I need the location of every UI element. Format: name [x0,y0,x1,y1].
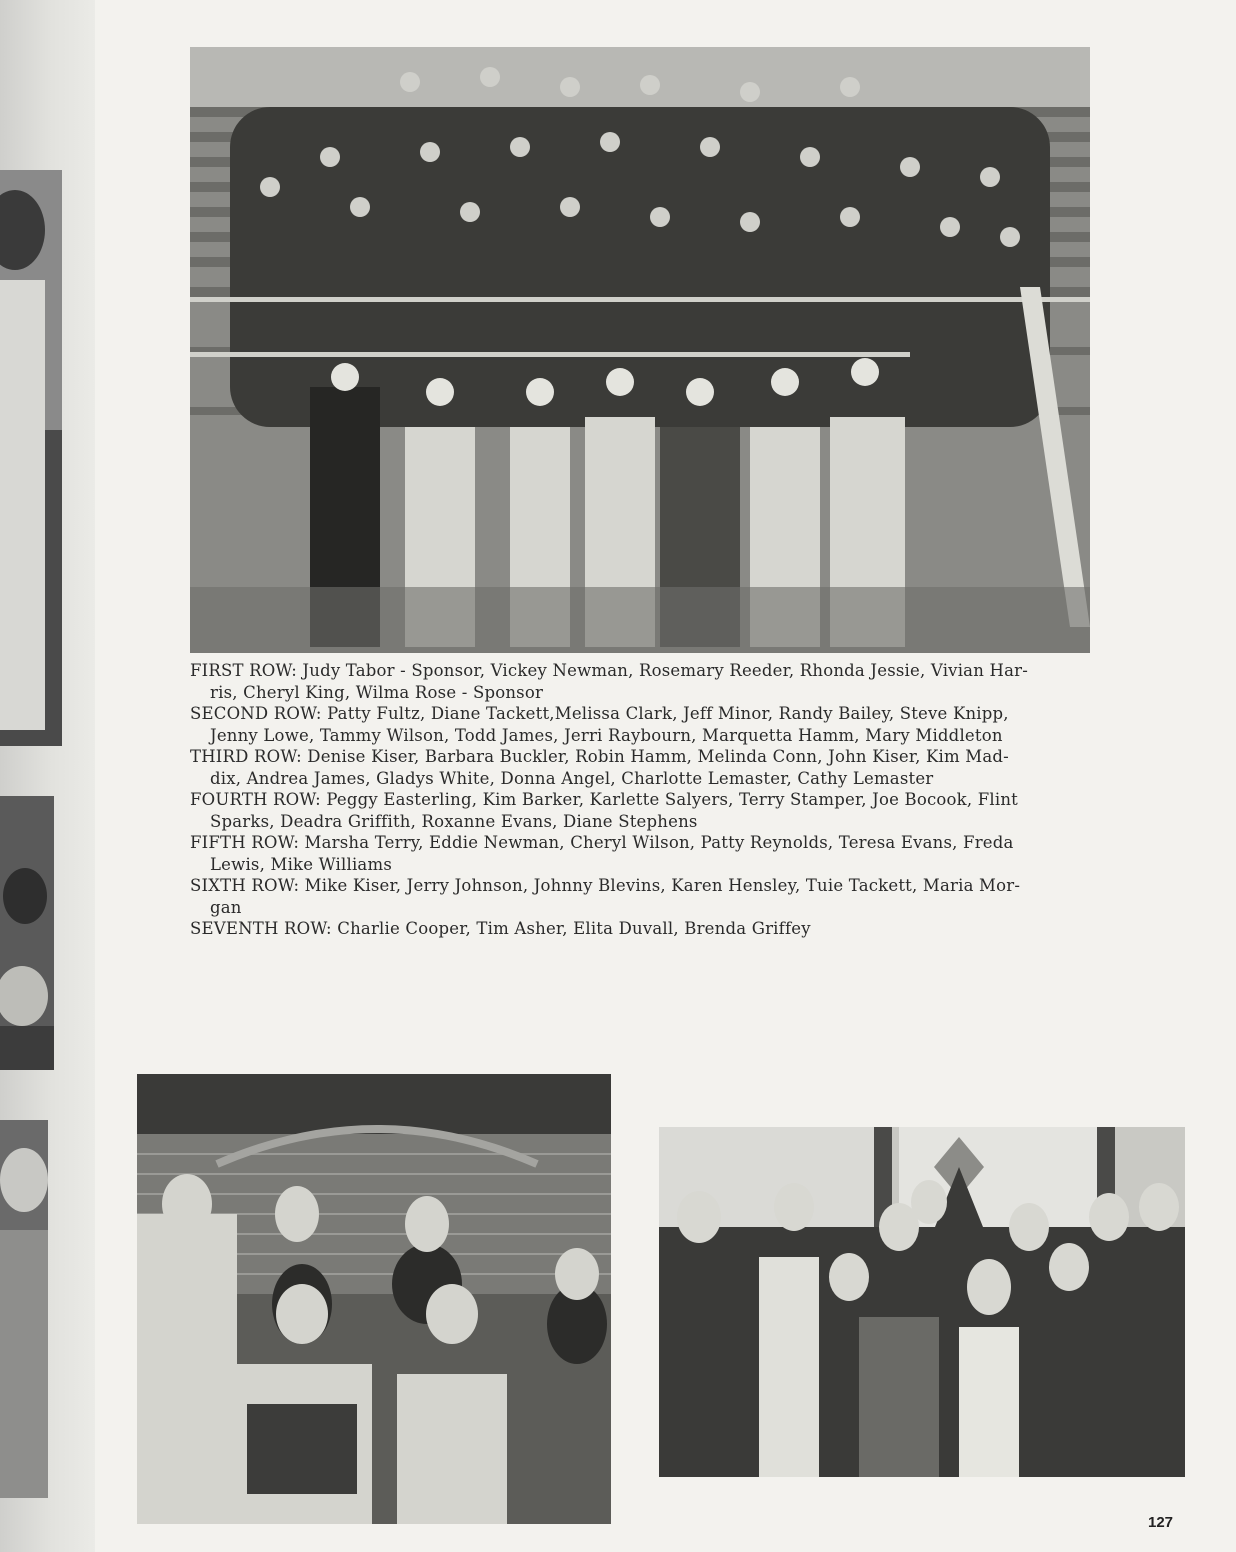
caption-line: FOURTH ROW: Peggy Easterling, Kim Barker, Karlette Salyers, Terry Stamper, Joe Bocook, Flint [190,790,1019,809]
left-page-photo-3 [0,1120,48,1498]
group-photo-christmas-tree [659,1127,1185,1477]
group-photo-caption [190,660,1090,940]
caption-line: dix, Andrea James, Gladys White, Donna Angel, Charlotte Lemaster, Cathy Lemaster [210,768,934,788]
caption-line: FIRST ROW: Judy Tabor - Sponsor, Vickey Newman, Rosemary Reeder, Rhonda Jessie, Vivian Har- [190,661,1028,680]
left-page-photo-1 [0,170,62,746]
left-page-photo-2 [0,796,54,1070]
caption-line: Jenny Lowe, Tammy Wilson, Todd James, Jerri Raybourn, Marquetta Hamm, Mary Middleton [210,725,1003,745]
caption-line: THIRD ROW: Denise Kiser, Barbara Buckler, Robin Hamm, Melinda Conn, John Kiser, Kim Mad- [190,747,1009,766]
caption-line: SIXTH ROW: Mike Kiser, Jerry Johnson, Johnny Blevins, Karen Hensley, Tuie Tackett, Maria Mor- [190,876,1021,895]
caption-line: gan [210,897,242,917]
caption-line: Sparks, Deadra Griffith, Roxanne Evans, Diane Stephens [210,811,698,831]
group-photo-brick-wall [137,1074,611,1524]
group-photo-bleachers [190,47,1090,653]
caption-line: ris, Cheryl King, Wilma Rose - Sponsor [210,682,544,702]
caption-line: FIFTH ROW: Marsha Terry, Eddie Newman, Cheryl Wilson, Patty Reynolds, Teresa Evans, Freda [190,833,1014,852]
caption-line: SEVENTH ROW: Charlie Cooper, Tim Asher, Elita Duvall, Brenda Griffey [190,919,811,938]
caption-line: Lewis, Mike Williams [210,854,392,874]
caption-line: SECOND ROW: Patty Fultz, Diane Tackett,Melissa Clark, Jeff Minor, Randy Bailey, Steve Knipp, [190,704,1009,723]
page-number: 127 [1148,1514,1174,1531]
